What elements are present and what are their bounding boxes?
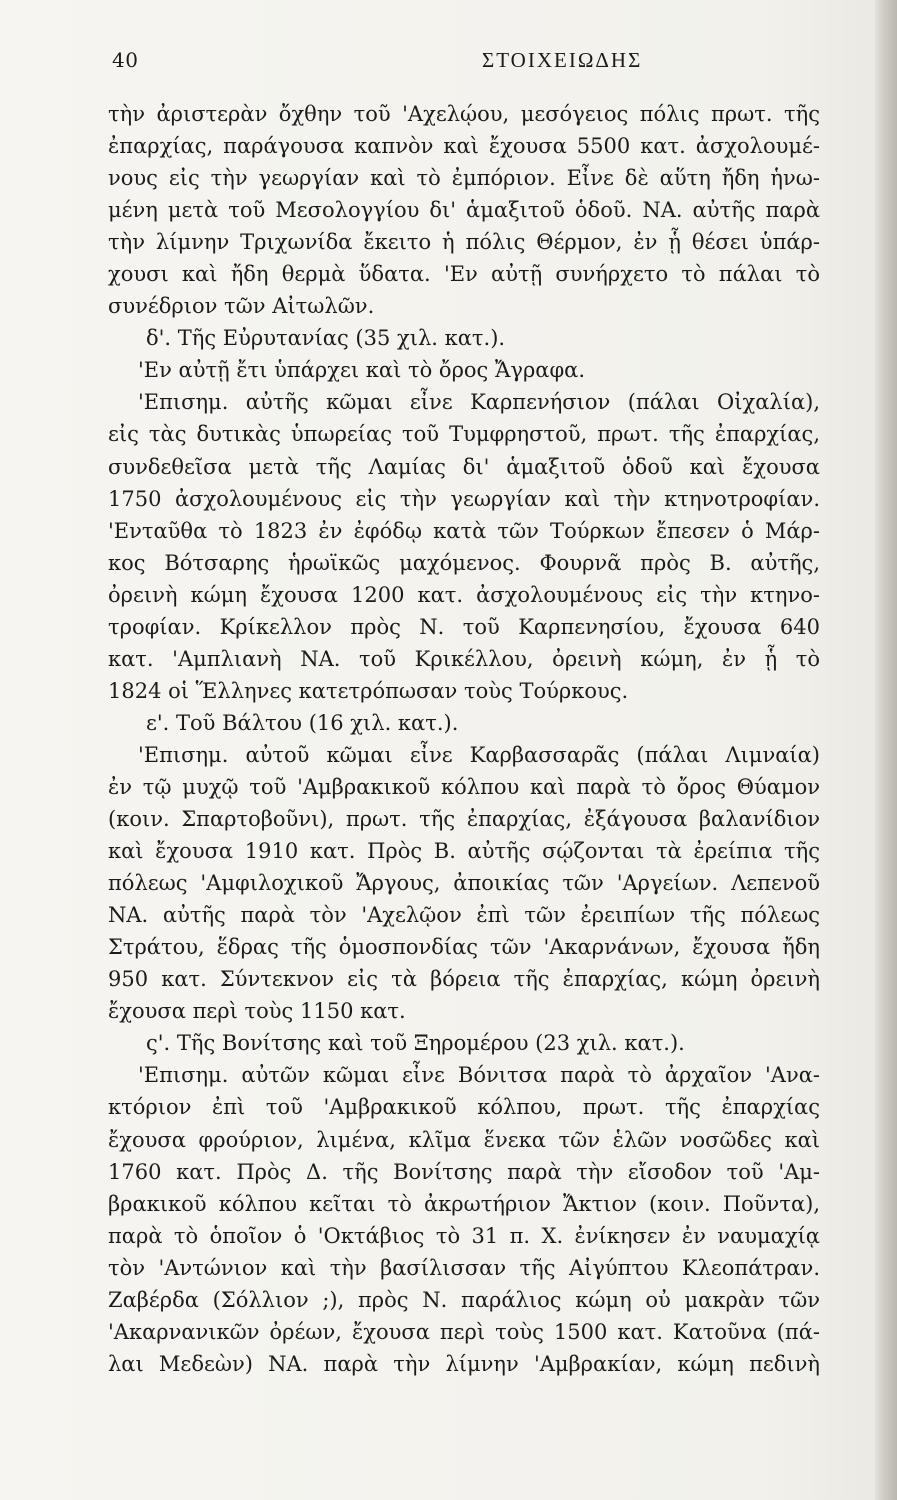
text-line: ἐπαρχίας, παράγουσα καπνὸν καὶ ἔχουσα 5500 κατ. ἀσχολουμέ- bbox=[108, 134, 820, 159]
text-line: 1750 ἀσχολουμένους εἰς τὴν γεωργίαν καὶ τὴν κτηνοτροφίαν. bbox=[108, 486, 820, 511]
text-line: κατ. 'Αμπλιανὴ ΝΑ. τοῦ Κρικέλλου, ὀρεινὴ κώμη, ἐν ᾗ τὸ bbox=[108, 646, 820, 671]
text-line: συνέδριον τῶν Αἰτωλῶν. bbox=[108, 294, 375, 319]
text-line: λαι Μεδεὼν) ΝΑ. παρὰ τὴν λίμνην 'Αμβρακίαν, κώμη πεδινὴ bbox=[108, 1351, 820, 1376]
text-line: εἰς τὰς δυτικὰς ὑπωρείας τοῦ Τυμφρηστοῦ, πρωτ. τῆς ἐπαρχίας, bbox=[108, 422, 820, 447]
text-line: (κοιν. Σπαρτοβοῦνι), πρωτ. τῆς ἐπαρχίας, ἐξάγουσα βαλανίδιον bbox=[108, 807, 820, 832]
text-line: τὴν ἀριστερὰν ὄχθην τοῦ 'Αχελῴου, μεσόγειος πόλις πρωτ. τῆς bbox=[108, 102, 820, 126]
text-line: Στράτου, ἕδρας τῆς ὁμοσπονδίας τῶν 'Ακαρνάνων, ἔχουσα ἤδη bbox=[108, 935, 820, 960]
text-line: καὶ ἔχουσα 1910 κατ. Πρὸς Β. αὐτῆς σῴζονται τὰ ἐρείπια τῆς bbox=[108, 839, 820, 864]
text-line: ἐν τῷ μυχῷ τοῦ 'Αμβρακικοῦ κόλπου καὶ παρὰ τὸ ὄρος Θύαμον bbox=[108, 774, 820, 799]
text-line: πόλεως 'Αμφιλοχικοῦ Ἄργους, ἀποικίας τῶν 'Αργείων. Λεπενοῦ bbox=[108, 871, 820, 896]
page-number: 40 bbox=[112, 48, 139, 72]
text-line: βρακικοῦ κόλπου κεῖται τὸ ἀκρωτήριον Ἄκτιον (κοιν. Ποῦντα), bbox=[108, 1191, 820, 1216]
text-line: κος Βότσαρης ἡρωϊκῶς μαχόμενος. Φουρνᾶ πρὸς Β. αὐτῆς, bbox=[108, 550, 820, 575]
section-heading: δ'. Τῆς Εὐρυτανίας (35 χιλ. κατ.). bbox=[146, 326, 506, 351]
text-line: τὸν 'Αντώνιον καὶ τὴν βασίλισσαν τῆς Αἰγύπτου Κλεοπάτραν. bbox=[108, 1255, 820, 1280]
text-line: νους εἰς τὴν γεωργίαν καὶ τὸ ἐμπόριον. Εἶνε δὲ αὕτη ἤδη ἡνω- bbox=[108, 166, 820, 191]
section-heading: ς'. Τῆς Βονίτσης καὶ τοῦ Ξηρομέρου (23 χιλ. κατ.). bbox=[146, 1031, 685, 1056]
page-header bbox=[112, 48, 832, 78]
text-line: 950 κατ. Σύντεκνον εἰς τὰ βόρεια τῆς ἐπαρχίας, κώμη ὀρεινὴ bbox=[108, 967, 820, 992]
text-line: 1824 οἱ Ἕλληνες κατετρόπωσαν τοὺς Τούρκους. bbox=[108, 678, 629, 703]
text-line: 'Ενταῦθα τὸ 1823 ἐν ἐφόδῳ κατὰ τῶν Τούρκων ἔπεσεν ὁ Μάρ- bbox=[108, 518, 820, 543]
text-line: παρὰ τὸ ὁποῖον ὁ 'Οκτάβιος τὸ 31 π. Χ. ἐνίκησεν ἐν ναυμαχίᾳ bbox=[108, 1223, 820, 1248]
text-line: ὀρεινὴ κώμη ἔχουσα 1200 κατ. ἀσχολουμένους εἰς τὴν κτηνο- bbox=[108, 582, 820, 607]
body-text bbox=[108, 98, 820, 1380]
text-line: 'Ακαρνανικῶν ὀρέων, ἔχουσα περὶ τοὺς 1500 κατ. Κατοῦνα (πά- bbox=[108, 1319, 820, 1344]
running-head: ΣΤΟΙΧΕΙΩΔΗΣ bbox=[482, 48, 643, 72]
text-line: τὴν λίμνην Τριχωνίδα ἔκειτο ἡ πόλις Θέρμον, ἐν ᾗ θέσει ὑπάρ- bbox=[108, 230, 820, 255]
text-line: 'Επισημ. αὐτοῦ κῶμαι εἶνε Καρβασσαρᾶς (πάλαι Λιμναία) bbox=[138, 742, 820, 767]
text-line: μένη μετὰ τοῦ Μεσολογγίου δι' ἁμαξιτοῦ ὁδοῦ. ΝΑ. αὐτῆς παρὰ bbox=[108, 198, 820, 223]
page-gutter-shadow bbox=[875, 0, 897, 1500]
text-line: συνδεθεῖσα μετὰ τῆς Λαμίας δι' ἁμαξιτοῦ ὁδοῦ καὶ ἔχουσα bbox=[108, 454, 820, 479]
text-line: 1760 κατ. Πρὸς Δ. τῆς Βονίτσης παρὰ τὴν εἴσοδον τοῦ 'Αμ- bbox=[108, 1159, 820, 1184]
text-line: Ζαβέρδα (Σόλλιον ;), πρὸς Ν. παράλιος κώμη οὐ μακρὰν τῶν bbox=[108, 1287, 820, 1312]
text-line: κτόριον ἐπὶ τοῦ 'Αμβρακικοῦ κόλπου, πρωτ. τῆς ἐπαρχίας bbox=[108, 1095, 820, 1120]
text-line: 'Επισημ. αὐτῶν κῶμαι εἶνε Βόνιτσα παρὰ τὸ ἀρχαῖον 'Ανα- bbox=[138, 1063, 820, 1088]
text-line: 'Επισημ. αὐτῆς κῶμαι εἶνε Καρπενήσιον (πάλαι Οἰχαλία), bbox=[138, 390, 820, 415]
text-line: χουσι καὶ ἤδη θερμὰ ὕδατα. 'Εν αὐτῇ συνήρχετο τὸ πάλαι τὸ bbox=[108, 262, 820, 287]
text-line: τροφίαν. Κρίκελλον πρὸς Ν. τοῦ Καρπενησίου, ἔχουσα 640 bbox=[108, 614, 820, 639]
section-heading: ε'. Τοῦ Βάλτου (16 χιλ. κατ.). bbox=[146, 710, 459, 735]
text-line: ἔχουσα περὶ τοὺς 1150 κατ. bbox=[108, 999, 406, 1024]
text-line: 'Εν αὐτῇ ἔτι ὑπάρχει καὶ τὸ ὄρος Ἄγραφα. bbox=[138, 358, 586, 383]
text-line: ΝΑ. αὐτῆς παρὰ τὸν 'Αχελῷον ἐπὶ τῶν ἐρειπίων τῆς πόλεως bbox=[108, 903, 820, 928]
text-line: ἔχουσα φρούριον, λιμένα, κλῖμα ἕνεκα τῶν ἑλῶν νοσῶδες καὶ bbox=[108, 1127, 820, 1152]
